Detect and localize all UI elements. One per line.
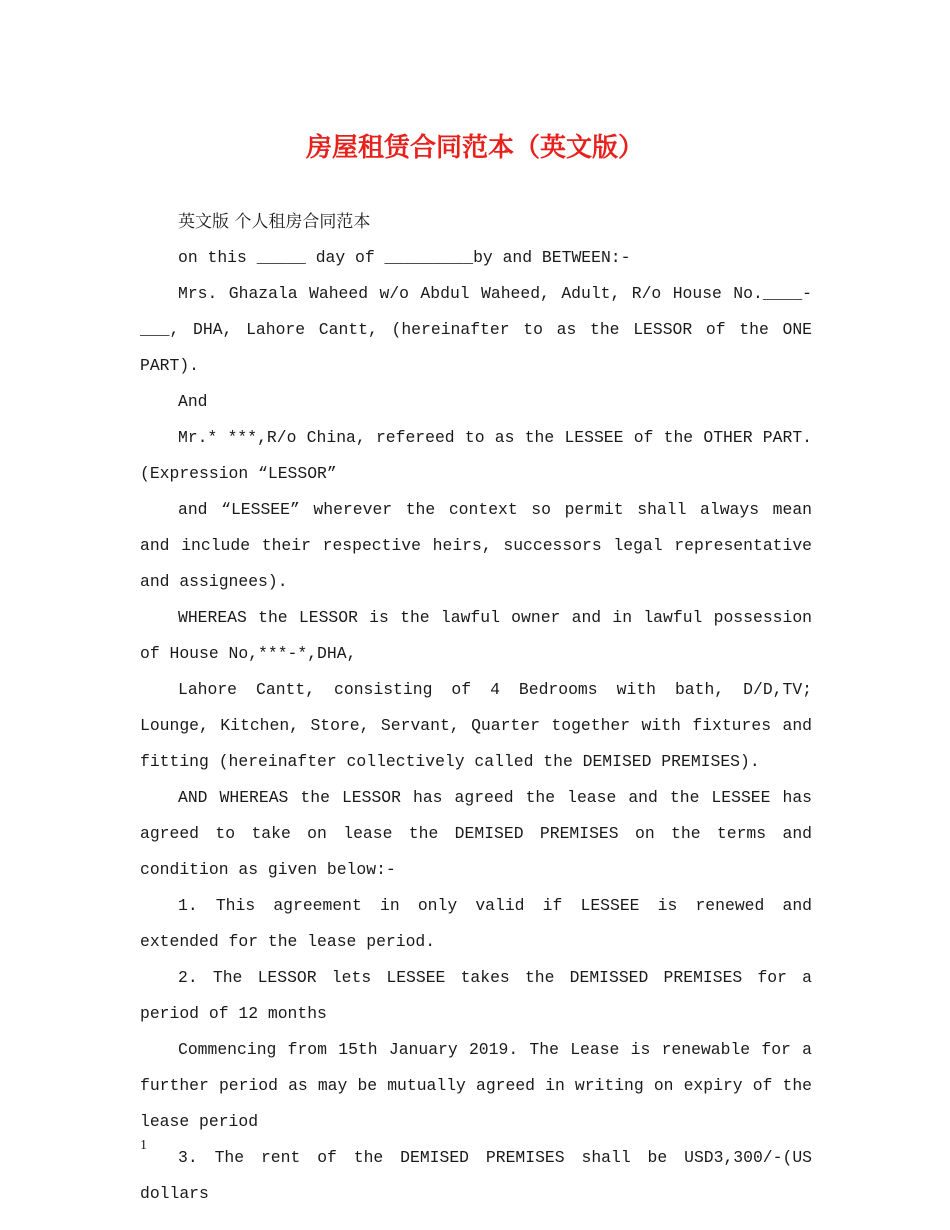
- paragraph-and: And: [178, 392, 208, 411]
- clause-1: 1. This agreement in only valid if LESSEE is renewed and extended for the lease period.: [140, 896, 812, 951]
- paragraph-lessor: Mrs. Ghazala Waheed w/o Abdul Waheed, Adult, R/o House No.____-___, DHA, Lahore Cantt, (hereinafter to as the LESSOR of the ONE PART).: [140, 284, 812, 375]
- paragraph-whereas-agreed: AND WHEREAS the LESSOR has agreed the lease and the LESSEE has agreed to take on lease the DEMISED PREMISES on the terms and condition as given below:-: [140, 788, 812, 879]
- paragraph-expression: and “LESSEE” wherever the context so permit shall always mean and include their respective heirs, successors legal representative and assignees).: [140, 500, 812, 591]
- paragraph-lessee: Mr.* ***,R/o China, refereed to as the LESSEE of the OTHER PART. (Expression “LESSOR”: [140, 428, 812, 483]
- paragraph-date-line: on this _____ day of _________by and BETWEEN:-: [178, 248, 631, 267]
- sub-heading: 英文版 个人租房合同范本: [178, 212, 371, 232]
- page-number: 1: [140, 1138, 147, 1153]
- paragraph-commencing: Commencing from 15th January 2019. The Lease is renewable for a further period as may be mutually agreed in writing on expiry of the lease period: [140, 1040, 812, 1131]
- clause-3: 3. The rent of the DEMISED PREMISES shall be USD3,300/-(US dollars: [140, 1148, 812, 1203]
- document-body: [140, 204, 812, 1212]
- paragraph-premises-description: Lahore Cantt, consisting of 4 Bedrooms with bath, D/D,TV; Lounge, Kitchen, Store, Servant, Quarter together with fixtures and fitting (hereinafter collectively called the DEMISED PREMISES).: [140, 680, 812, 771]
- clause-2: 2. The LESSOR lets LESSEE takes the DEMISSED PREMISES for a period of 12 months: [140, 968, 812, 1023]
- paragraph-whereas-owner: WHEREAS the LESSOR is the lawful owner and in lawful possession of House No,***-*,DHA,: [140, 608, 812, 663]
- document-title: 房屋租赁合同范本（英文版）: [305, 133, 644, 163]
